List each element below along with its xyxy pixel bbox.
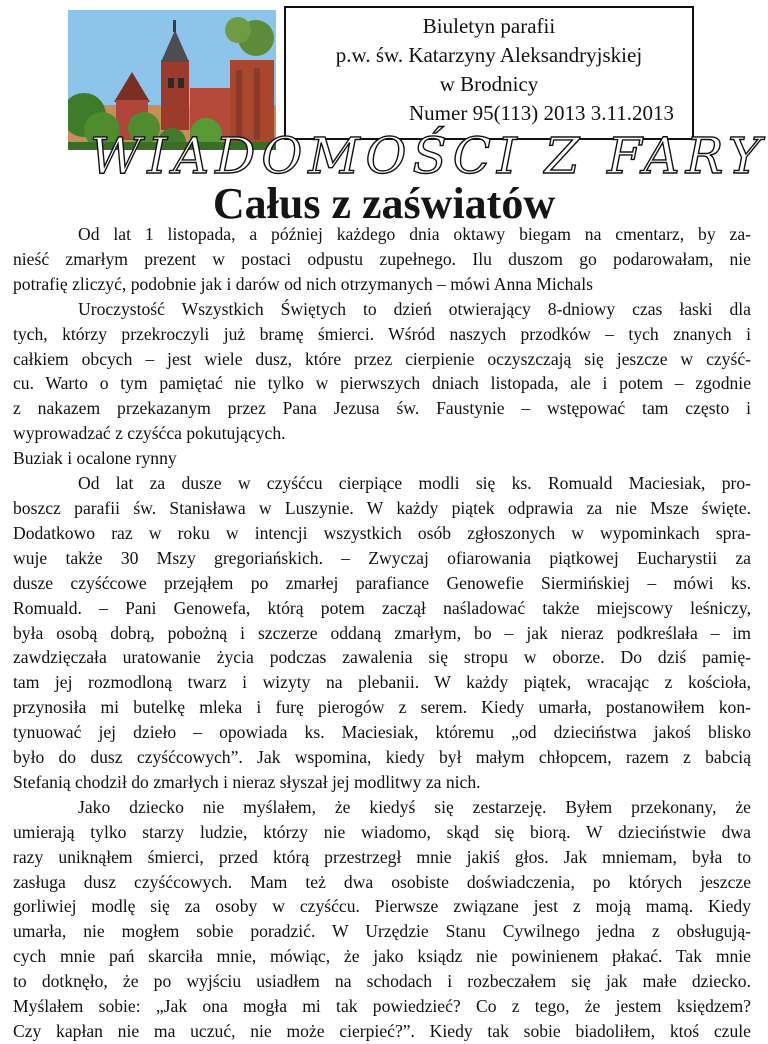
article-line: boszcz parafii św. Stanisława w Luszynie. W każdy piątek odprawia za nie Msze święte.	[13, 497, 751, 518]
article-line: Od lat 1 listopada, a później każdego dnia oktawy biegam na cmentarz, by za-	[78, 224, 751, 244]
article-line: Od lat za dusze w czyśćcu cierpiące modli się ks. Romuald Maciesiak, pro-	[78, 473, 751, 494]
article-line: razy uniknąłem śmierci, przed którą przestrzegł mnie jakiś głos. Jak mniemam, była to	[13, 846, 751, 867]
article-line: była osobą dobrą, pobożną i szczerze oddaną zmarłym, bo – jak nieraz podkreślała – im	[13, 622, 751, 643]
bulletin-info-box	[284, 6, 694, 140]
article-line: Jako dziecko nie myślałem, że kiedyś się zestarzeję. Byłem przekonany, że	[78, 796, 751, 817]
article-line: umierają tylko starzy ludzie, którzy nie wiadomo, skąd się biorą. W dzieciństwie dwa	[13, 821, 751, 842]
article-line: zawdzięczała uratowanie życia podczas zawalenia się stropu w oborze. Do dziś pamię-	[13, 647, 751, 668]
article-line: przynosiła mi butelkę mleka i furę pierogów z serem. Kiedy umarła, postanowiłem kon-	[13, 697, 751, 718]
parish-town: w Brodnicy	[439, 72, 539, 96]
article-line: cu. Warto o tym pamiętać nie tylko w pierwszych dniach listopada, ale i potem – zgodnie	[13, 373, 751, 394]
article-line: z nakazem przekazanym przez Pana Jezusa św. Faustynie – wstępować tam często i	[13, 398, 751, 419]
article-line: Uroczystość Wszystkich Świętych to dzień otwierający 8-dniowy czas łaski dla	[78, 298, 751, 319]
article-line: zasługa dusz czyśćcowych. Mam też dwa osobiste doświadczenia, po których jeszcze	[13, 871, 751, 892]
article-line: wyprowadzać z czyśćca pokutujących.	[13, 423, 286, 444]
section-subheading: Buziak i ocalone rynny	[13, 448, 177, 469]
bulletin-title: Biuletyn parafii	[422, 14, 556, 38]
article-line: Dodatkowo raz w roku w intencji wszystkich osób zgłoszonych w wypominkach spra-	[13, 522, 751, 543]
article-body	[13, 222, 751, 1044]
article-line: całkiem obcych – jest wiele dusz, które przez cierpienie oczyszczają się jeszcze w czyść-	[13, 348, 751, 369]
article-line: nieść zmarłym prezent w postaci odpustu zupełnego. Ilu duszom go podarowałam, nie	[13, 248, 751, 269]
masthead-title: WIADOMOŚCI Z FARY	[90, 127, 767, 185]
issue-number: Numer 95(113) 2013 3.11.2013	[409, 101, 674, 125]
article-line: wuje także 30 Mszy gregoriańskich. – Zwyczaj ofiarowania piątkowej Eucharystii za	[13, 547, 751, 568]
article-line: Myślałem sobie: „Jak ona mogła mi tak powiedzieć? Co z tego, że jestem księdzem?	[13, 996, 751, 1017]
article-line: cych mnie pań skarciła mnie, mówiąc, że jako ksiądz nie powinienem płakać. Tak mnie	[13, 946, 751, 967]
article-headline: Całus z zaświatów	[212, 179, 556, 228]
article-line: Stefanią chodził do zmarłych i nieraz słyszał jej modlitwy za nich.	[13, 771, 481, 792]
parish-name: p.w. św. Katarzyny Aleksandryjskiej	[335, 43, 643, 67]
article-line: dusze czyśćcowe przejąłem po zmarłej parafiance Genowefie Siermińskiej – mówi ks.	[13, 572, 751, 593]
article-line: umarła, nie mogłem sobie poradzić. W Urzędzie Stanu Cywilnego jedna z obsługują-	[13, 921, 751, 942]
article-line: było do dusz czyśćcowych”. Jak wspomina, kiedy był małym chłopcem, razem z babcią	[13, 747, 751, 768]
article-line: potrafię zliczyć, podobnie jak i darów od nich otrzymanych – mówi Anna Michals	[13, 273, 593, 294]
article-line: tam jej rozmodloną twarz i wizyty na plebanii. W każdy piątek, wracając z kościoła,	[13, 672, 751, 693]
article-line: gorliwiej modlę się za osoby w czyśćcu. Pierwsze związane jest z moją mamą. Kiedy	[13, 896, 751, 917]
article-line: tych, którzy przekroczyli już bramę śmierci. Wśród naszych przodków – tych znanych i	[13, 323, 751, 344]
article-line: tynuować jej dzieło – opowiada ks. Maciesiak, któremu „od dzieciństwa jakoś blisko	[13, 722, 751, 743]
article-line: Romuald. – Pani Genowefa, którą potem zaczął naśladować także miejscowy leśniczy,	[13, 597, 751, 618]
article-line: Czy kapłan nie ma uczuć, nie może cierpieć?”. Kiedy tak sobie biadoliłem, ktoś czule	[13, 1021, 751, 1041]
article-line: to dotknęło, że po wyjściu usiadłem na schodach i rozbeczałem się jak małe dziecko.	[13, 971, 751, 992]
